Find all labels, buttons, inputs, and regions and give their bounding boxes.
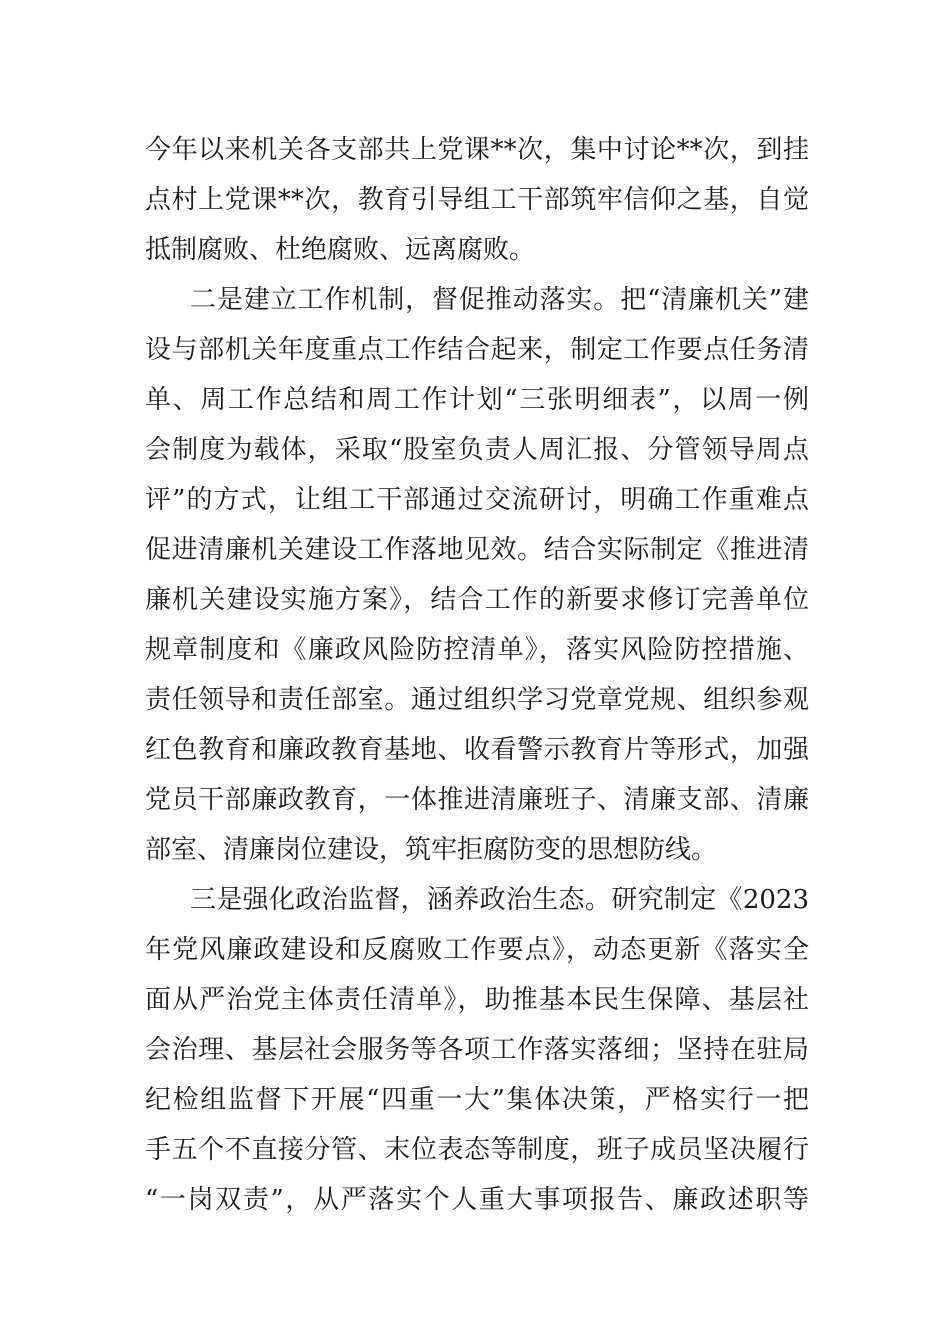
text-line: 党员干部廉政教育，一体推进清廉班子、清廉支部、清廉 [145, 785, 809, 815]
text-line: 点村上党课**次，教育引导组工干部筑牢信仰之基，自觉 [145, 185, 809, 215]
text-line: 纪检组监督下开展“四重一大”集体决策，严格实行一把 [145, 1085, 809, 1115]
text-line: 单、周工作总结和周工作计划“三张明细表”，以周一例 [145, 385, 809, 415]
text-line: 设与部机关年度重点工作结合起来，制定工作要点任务清 [145, 335, 809, 365]
text-line: 今年以来机关各支部共上党课**次，集中讨论**次，到挂 [145, 135, 809, 165]
text-line: 抵制腐败、杜绝腐败、远离腐败。 [145, 235, 536, 265]
text-line: “一岗双责”，从严落实个人重大事项报告、廉政述职等 [145, 1185, 809, 1215]
text-line: 红色教育和廉政教育基地、收看警示教育片等形式，加强 [145, 735, 809, 765]
text-line: 评”的方式，让组工干部通过交流研讨，明确工作重难点 [145, 485, 809, 515]
paragraph-start-line: 三是强化政治监督，涵养政治生态。研究制定《2023 [190, 885, 809, 915]
text-line: 会治理、基层社会服务等各项工作落实落细；坚持在驻局 [145, 1035, 809, 1065]
text-line: 年党风廉政建设和反腐败工作要点》，动态更新《落实全 [145, 935, 809, 965]
text-line: 廉机关建设实施方案》，结合工作的新要求修订完善单位 [145, 585, 809, 615]
text-line: 会制度为载体，采取“股室负责人周汇报、分管领导周点 [145, 435, 809, 465]
text-line: 促进清廉机关建设工作落地见效。结合实际制定《推进清 [145, 535, 809, 565]
text-line: 手五个不直接分管、末位表态等制度，班子成员坚决履行 [145, 1135, 809, 1165]
text-line: 规章制度和《廉政风险防控清单》，落实风险防控措施、 [145, 635, 809, 665]
text-line: 责任领导和责任部室。通过组织学习党章党规、组织参观 [145, 685, 809, 715]
paragraph-start-line: 二是建立工作机制，督促推动落实。把“清廉机关”建 [190, 285, 809, 315]
text-line: 面从严治党主体责任清单》，助推基本民生保障、基层社 [145, 985, 809, 1015]
text-line: 部室、清廉岗位建设，筑牢拒腐防变的思想防线。 [145, 835, 718, 865]
